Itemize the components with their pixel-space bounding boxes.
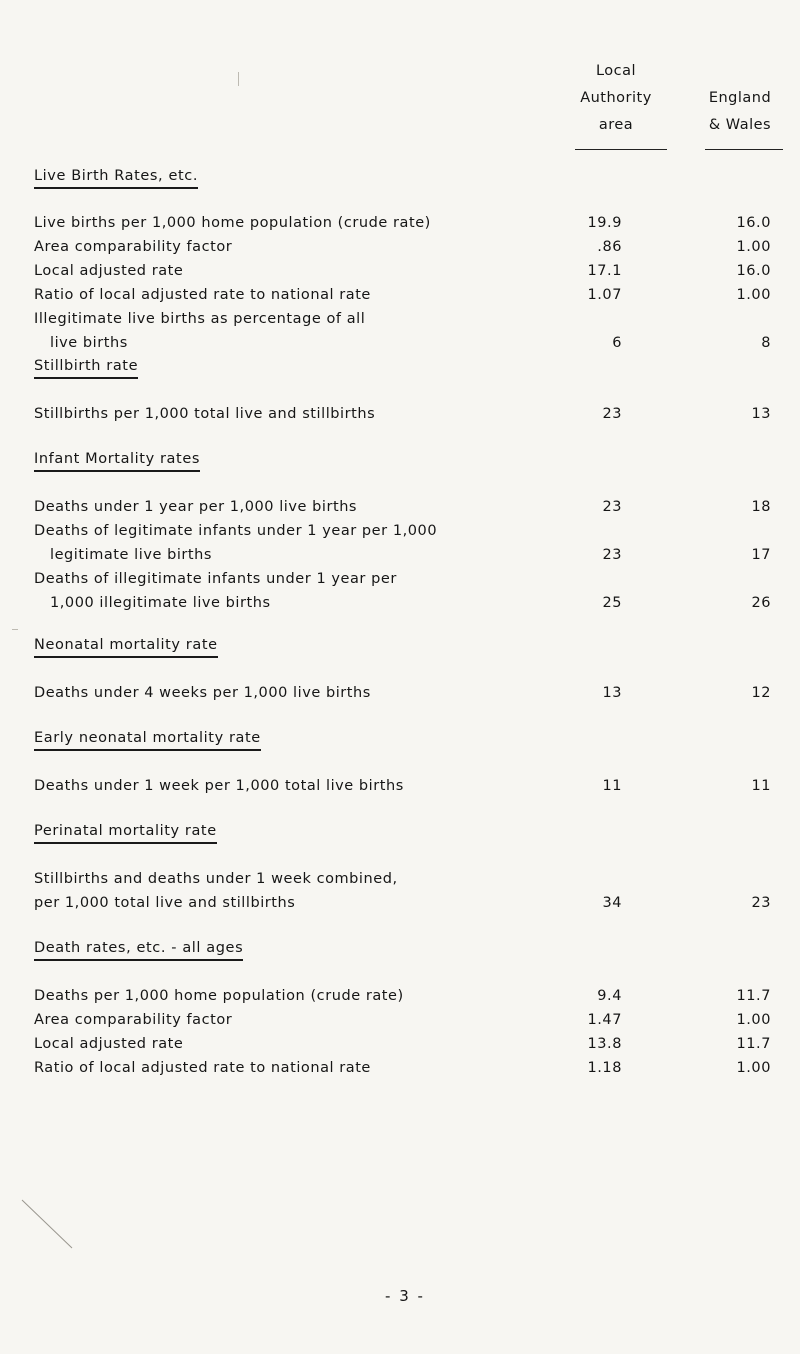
national-value: 1.00 xyxy=(736,287,771,303)
local-value: 1.47 xyxy=(587,1012,622,1028)
local-value: 17.1 xyxy=(587,263,622,279)
local-value: 13 xyxy=(602,685,622,701)
local-value: 11 xyxy=(602,778,622,794)
column-header-line: Authority xyxy=(580,90,652,106)
table-row xyxy=(34,307,794,331)
table-row xyxy=(34,774,794,798)
table-row xyxy=(34,891,794,915)
local-value: 6 xyxy=(612,335,622,351)
column-header-line: area xyxy=(598,117,634,133)
row-label: Local adjusted rate xyxy=(34,1036,184,1052)
row-label: per 1,000 total live and stillbirths xyxy=(34,895,296,911)
national-value: 1.00 xyxy=(736,1012,771,1028)
row-label: Stillbirths per 1,000 total live and stillbirths xyxy=(34,406,376,422)
section-title: Death rates, etc. - all ages xyxy=(34,938,243,961)
row-label: Live births per 1,000 home population (crude rate) xyxy=(34,215,431,231)
section-early-neonatal-mortality xyxy=(34,727,794,798)
column-header-line: England xyxy=(708,90,772,106)
local-value: 34 xyxy=(602,895,622,911)
column-header-local-authority xyxy=(562,58,670,139)
national-value: 11 xyxy=(751,778,771,794)
local-value: 1.18 xyxy=(587,1060,622,1076)
local-value: 23 xyxy=(602,547,622,563)
row-label: 1,000 illegitimate live births xyxy=(50,595,271,611)
table-row xyxy=(34,1056,794,1080)
row-label: Deaths under 1 week per 1,000 total live births xyxy=(34,778,404,794)
scan-mark xyxy=(20,1198,80,1258)
national-value: 12 xyxy=(751,685,771,701)
table-row xyxy=(34,567,794,591)
row-label: Local adjusted rate xyxy=(34,263,184,279)
row-label: Deaths under 4 weeks per 1,000 live births xyxy=(34,685,371,701)
section-title: Neonatal mortality rate xyxy=(34,635,218,658)
table-row xyxy=(34,543,794,567)
row-label: Area comparability factor xyxy=(34,239,233,255)
table-row xyxy=(34,1008,794,1032)
row-label: legitimate live births xyxy=(50,547,213,563)
row-label: Ratio of local adjusted rate to national rate xyxy=(34,287,371,303)
scan-mark xyxy=(238,72,239,86)
table-row xyxy=(34,259,794,283)
row-label: Deaths per 1,000 home population (crude rate) xyxy=(34,988,404,1004)
table-row xyxy=(34,867,794,891)
section-title: Early neonatal mortality rate xyxy=(34,728,261,751)
row-label: Stillbirths and deaths under 1 week combined, xyxy=(34,871,398,887)
table-row xyxy=(34,519,794,543)
column-header-line: Local xyxy=(595,63,637,79)
row-label: Area comparability factor xyxy=(34,1012,233,1028)
scan-mark xyxy=(12,629,18,630)
local-value: 1.07 xyxy=(587,287,622,303)
table-row xyxy=(34,1032,794,1056)
national-value: 1.00 xyxy=(736,1060,771,1076)
section-stillbirth-rate xyxy=(34,355,794,426)
local-value: 25 xyxy=(602,595,622,611)
table-row xyxy=(34,331,794,355)
national-value: 23 xyxy=(751,895,771,911)
table-row xyxy=(34,283,794,307)
local-value: .86 xyxy=(597,239,622,255)
column-rule xyxy=(575,149,667,150)
section-title: Infant Mortality rates xyxy=(34,449,200,472)
local-value: 19.9 xyxy=(587,215,622,231)
national-value: 8 xyxy=(761,335,771,351)
section-title: Perinatal mortality rate xyxy=(34,821,217,844)
national-value: 13 xyxy=(751,406,771,422)
national-value: 11.7 xyxy=(736,988,771,1004)
column-header-line: & Wales xyxy=(708,117,772,133)
table-row xyxy=(34,211,794,235)
row-label: Ratio of local adjusted rate to national rate xyxy=(34,1060,371,1076)
section-live-birth-rates xyxy=(34,165,794,355)
row-label: Deaths of illegitimate infants under 1 year per xyxy=(34,571,397,587)
column-header-england-wales xyxy=(690,85,790,139)
section-title: Stillbirth rate xyxy=(34,356,138,379)
page-number: - 3 - xyxy=(385,1287,425,1305)
local-value: 13.8 xyxy=(587,1036,622,1052)
row-label: live births xyxy=(50,335,128,351)
local-value: 23 xyxy=(602,499,622,515)
table-row xyxy=(34,681,794,705)
table-row xyxy=(34,495,794,519)
national-value: 1.00 xyxy=(736,239,771,255)
table-row xyxy=(34,591,794,615)
row-label: Deaths under 1 year per 1,000 live births xyxy=(34,499,358,515)
national-value: 16.0 xyxy=(736,215,771,231)
national-value: 26 xyxy=(751,595,771,611)
section-death-rates xyxy=(34,937,794,1080)
section-neonatal-mortality xyxy=(34,634,794,705)
row-label: Deaths of legitimate infants under 1 year per 1,000 xyxy=(34,523,438,539)
national-value: 17 xyxy=(751,547,771,563)
table-row xyxy=(34,235,794,259)
national-value: 16.0 xyxy=(736,263,771,279)
national-value: 11.7 xyxy=(736,1036,771,1052)
local-value: 9.4 xyxy=(597,988,622,1004)
local-value: 23 xyxy=(602,406,622,422)
row-label: Illegitimate live births as percentage of all xyxy=(34,311,366,327)
national-value: 18 xyxy=(751,499,771,515)
section-perinatal-mortality xyxy=(34,820,794,915)
table-row xyxy=(34,402,794,426)
column-rule xyxy=(705,149,783,150)
table-row xyxy=(34,984,794,1008)
section-infant-mortality xyxy=(34,448,794,615)
section-title: Live Birth Rates, etc. xyxy=(34,166,198,189)
